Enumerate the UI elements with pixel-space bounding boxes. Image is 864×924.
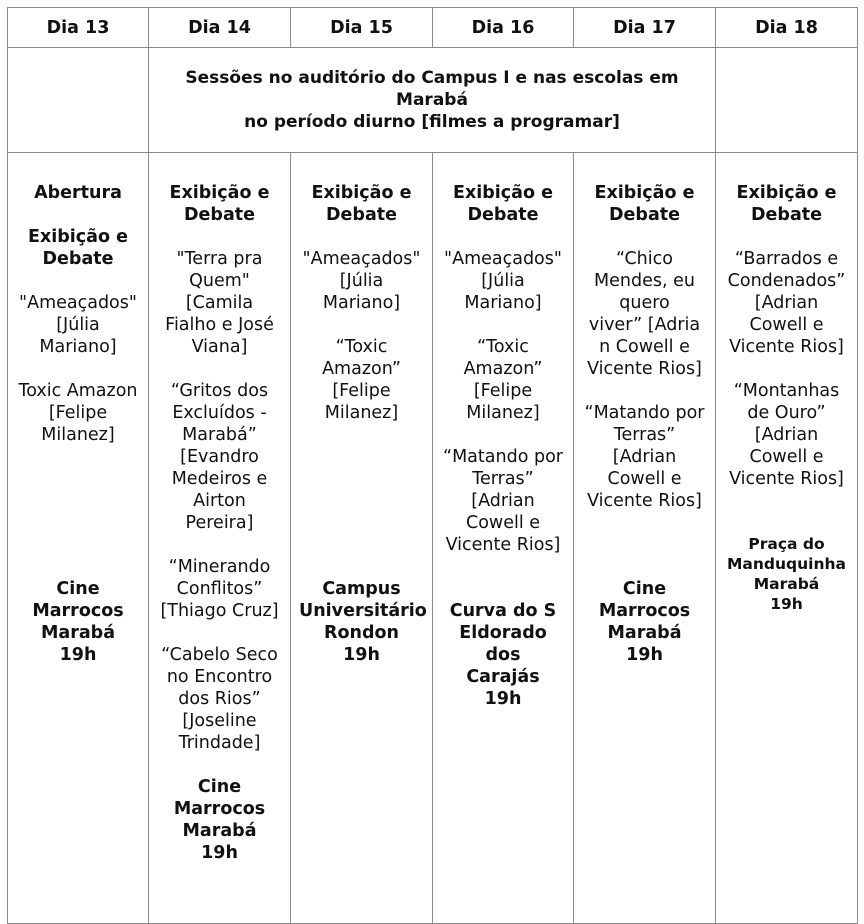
film-entry: “Chico Mendes, eu quero viver” [Adria n Cowell e Vicente Rios]: [587, 249, 702, 379]
film-entry: "Terra pra Quem" [Camila Fialho e José Viana]: [165, 249, 274, 357]
film-entry: “Toxic Amazon” [Felipe Milanez]: [463, 337, 543, 423]
session-heading: Exibição e Debate: [594, 183, 695, 225]
day-header-row: [8, 8, 858, 48]
session-heading: Exibição e Debate: [169, 183, 270, 225]
session-heading: Exibição e Debate: [28, 227, 128, 269]
evening-cell-d13: [8, 153, 149, 924]
session-heading: Exibição e Debate: [736, 183, 837, 225]
film-entry: “Toxic Amazon” [Felipe Milanez]: [322, 337, 401, 423]
day-header: Dia 16: [433, 8, 574, 48]
empty-cell: [716, 48, 858, 153]
day-header: Dia 14: [149, 8, 291, 48]
film-entry: "Ameaçados" [Júlia Mariano]: [302, 249, 421, 313]
film-entry: “Cabelo Seco no Encontro dos Rios” [Joseline Trindade]: [161, 645, 278, 753]
evening-cell-d17: [574, 153, 716, 924]
evening-cell-d15: [291, 153, 433, 924]
morning-line-1: Sessões no auditório do Campus I e nas escolas em Marabá: [185, 68, 679, 110]
venue-label: Cine Marrocos Marabá 19h: [598, 579, 691, 665]
film-entry: “Barrados e Condenados” [Adrian Cowell e Vicente Rios]: [727, 249, 846, 357]
morning-sessions-cell: [149, 48, 716, 153]
day-header: Dia 18: [716, 8, 858, 48]
schedule-table: [7, 7, 858, 924]
venue-label: Cine Marrocos Marabá 19h: [173, 777, 266, 863]
opening-label: Abertura: [34, 183, 122, 203]
film-entry: “Matando por Terras” [Adrian Cowell e Vicente Rios]: [584, 403, 705, 511]
day-header: Dia 13: [8, 8, 149, 48]
morning-row: [8, 48, 858, 153]
session-heading: Exibição e Debate: [311, 183, 412, 225]
film-entry: "Ameaçados" [Júlia Mariano]: [444, 249, 562, 313]
empty-cell: [8, 48, 149, 153]
morning-line-2: no período diurno [filmes a programar]: [244, 112, 620, 132]
venue-label: Praça do Manduquinha Marabá 19h: [726, 535, 847, 613]
film-entry: “Matando por Terras” [Adrian Cowell e Vicente Rios]: [443, 447, 563, 555]
day-header: Dia 17: [574, 8, 716, 48]
film-entry: “Gritos dos Excluídos - Marabá” [Evandro Medeiros e Airton Pereira]: [170, 381, 269, 533]
film-entry: “Minerando Conflitos” [Thiago Cruz]: [160, 557, 279, 621]
evening-row: [8, 153, 858, 924]
venue-label: Cine Marrocos Marabá 19h: [32, 579, 124, 665]
evening-cell-d14: [149, 153, 291, 924]
venue-label: Curva do S Eldorado dos Carajás 19h: [449, 601, 557, 709]
evening-cell-d16: [433, 153, 574, 924]
day-header: Dia 15: [291, 8, 433, 48]
film-entry: "Ameaçados" [Júlia Mariano]: [19, 293, 137, 357]
session-heading: Exibição e Debate: [453, 183, 553, 225]
venue-label: Campus Universitário Rondon 19h: [299, 579, 427, 665]
film-entry: Toxic Amazon [Felipe Milanez]: [18, 381, 138, 445]
film-entry: “Montanhas de Ouro” [Adrian Cowell e Vicente Rios]: [729, 381, 844, 489]
evening-cell-d18: [716, 153, 858, 924]
